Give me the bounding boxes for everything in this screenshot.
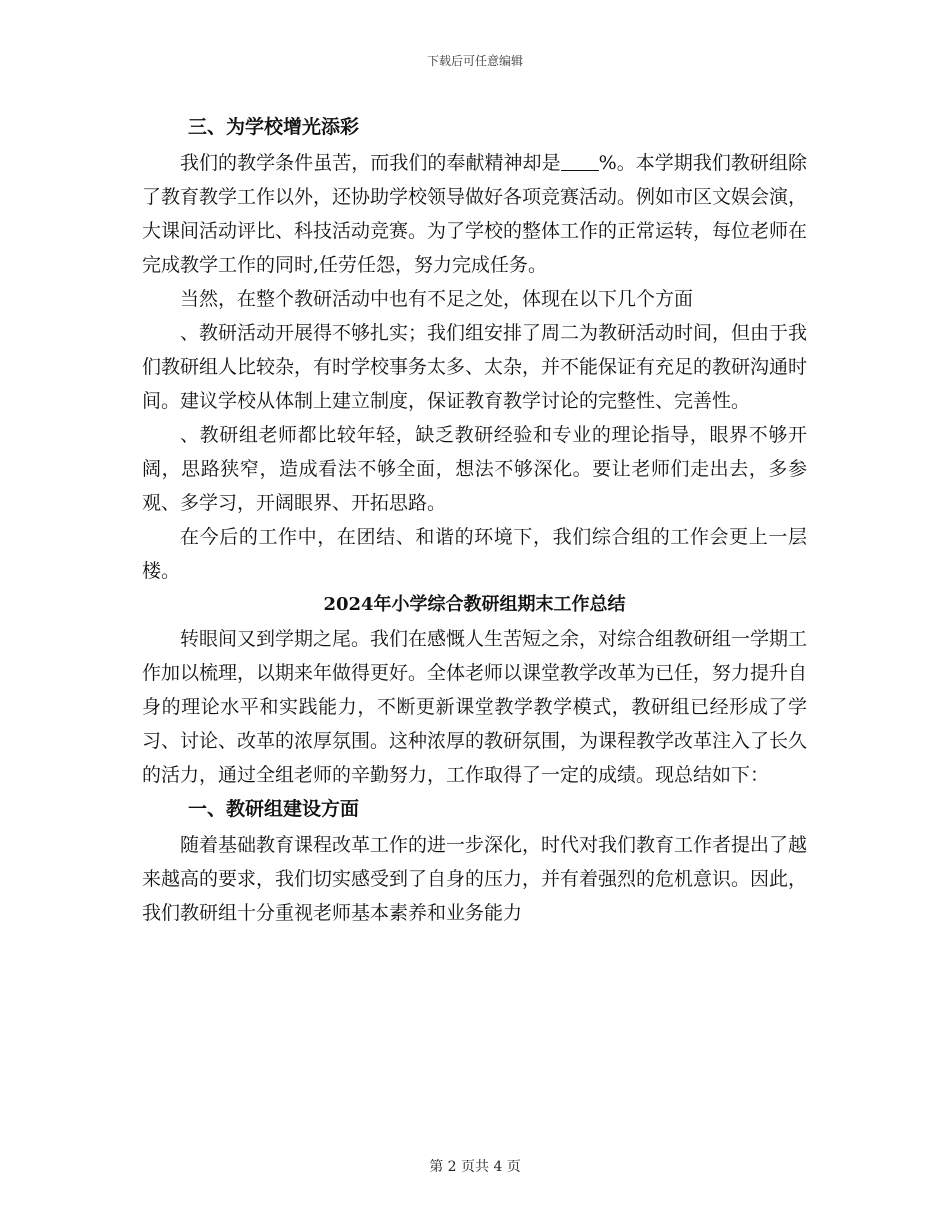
paragraph-contribution-end: %。本学期我们教研组除了教育教学工作以外，还协助学校领导做好各项竞赛活动。例如市区文娱会演，大课间活动评比、科技活动竞赛。为了学校的整体工作的正常运转，每位老师在完成教学工作的同时,任劳任怨，努力完成任务。 (142, 152, 808, 276)
paragraph-contribution-start: 我们的教学条件虽苦，而我们的奉献精神却是 (180, 152, 561, 174)
paragraph-shortcomings-intro: 当然，在整个教研活动中也有不足之处，体现在以下几个方面 (180, 288, 694, 310)
section-heading-1: 一、教研组建设方面 (188, 798, 360, 820)
paragraph-team-building: 随着基础教育课程改革工作的进一步深化，时代对我们教育工作者提出了越来越高的要求，我们切实感受到了自身的压力，并有着强烈的危机意识。因此，我们教研组十分重视老师基本素养和业务能力 (142, 834, 808, 924)
paragraph-shortcoming-2: 、教研组老师都比较年轻，缺乏教研经验和专业的理论指导，眼界不够开阔，思路狭窄，造成看法不够全面，想法不够深化。要让老师们走出去，多参观、多学习，开阔眼界、开拓思路。 (142, 424, 807, 514)
paragraph-intro: 转眼间又到学期之尾。我们在感慨人生苦短之余，对综合组教研组一学期工作加以梳理，以期来年做得更好。全体老师以课堂教学改革为已任，努力提升自身的理论水平和实践能力，不断更新课堂教学教学模式，教研组已经形成了学习、讨论、改革的浓厚氛围。这种浓厚的教研氛围，为课程教学改革注入了长久的活力，通过全组老师的辛勤努力，工作取得了一定的成绩。现总结如下： (142, 628, 808, 786)
document-title: 2024年小学综合教研组期末工作总结 (323, 594, 626, 615)
page-footer: 第 2 页共 4 页 (429, 1159, 521, 1175)
paragraph-contribution (142, 146, 807, 282)
document-body (142, 110, 807, 930)
paragraph-outlook: 在今后的工作中，在团结、和谐的环境下，我们综合组的工作会更上一层楼。 (142, 526, 807, 582)
paragraph-shortcoming-1: 、教研活动开展得不够扎实；我们组安排了周二为教研活动时间，但由于我们教研组人比较杂，有时学校事务太多、太杂，并不能保证有充足的教研沟通时间。建议学校从体制上建立制度，保证教育教学讨论的完整性、完善性。 (142, 322, 808, 412)
blank-fill-line (561, 151, 599, 171)
page-header: 下载后可任意编辑 (426, 54, 523, 68)
section-heading-3: 三、为学校增光添彩 (188, 116, 360, 138)
